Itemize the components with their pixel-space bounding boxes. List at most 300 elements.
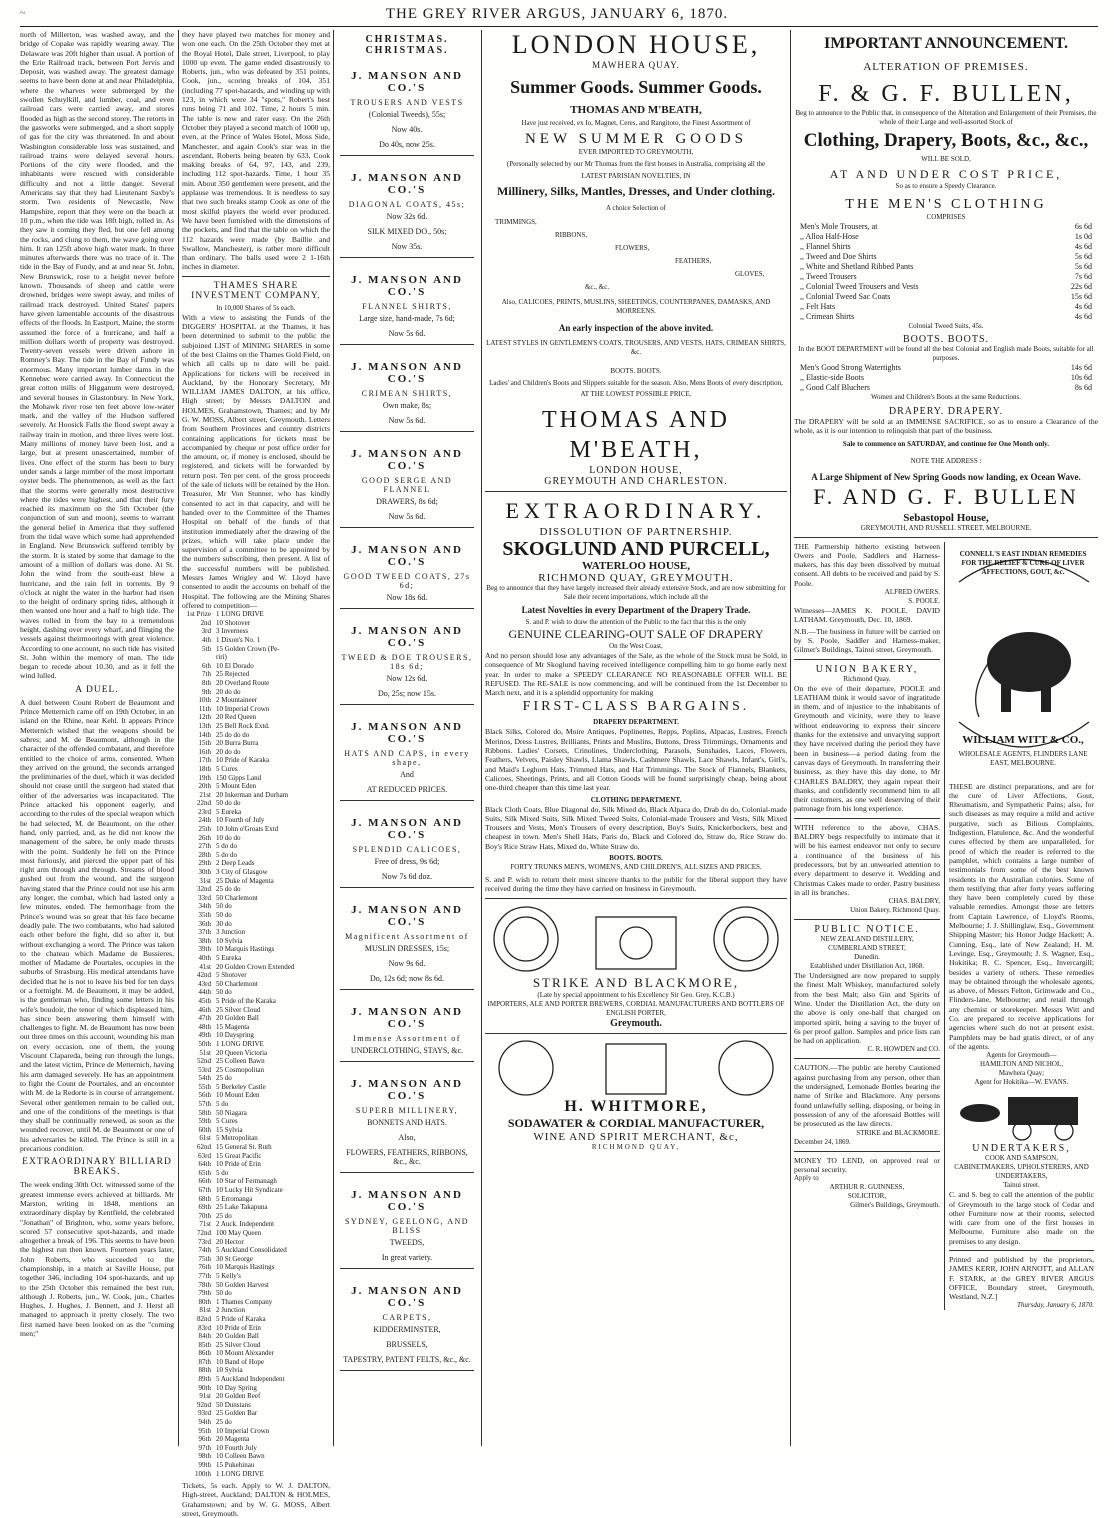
prize-row — [182, 1281, 330, 1290]
drapery-text: Black Silks, Colored do, Moire Antiques, Poplinettes, Repps, Poplins, Alpacas, Lustres, French Merinos, Dress Lustres, Brilliants, Prints and Muslins, Buttons, Dress Trimmings, Ornaments and Ribbons. Ladies' Corsets, Crinolines, Underclothing, Parasols, Sunshades, Laces, Flowers, Feathers, Velvets, Paisley Shawls, Llama Shawls, Cashmere Shawls, Lace Shawls, Infant's, Girl's, and Maid's Leghorn Hats, Trimmed Hats, and Hat Trimmings. The Stock of Flannels, Blankets, Calicoes, Sheetings, Prints, and all Cotton Goods will be found surprisingly cheap, being about one-third cheaper than this time last year. — [485, 727, 787, 793]
west-coast: On the West Coast, — [609, 642, 663, 650]
date-line: Thursday, January 6, 1870. — [1017, 1301, 1094, 1310]
prize-shares: 5 do do — [216, 850, 237, 859]
prize-shares: 20 Magenta — [216, 1435, 250, 1444]
prize-rank: 84th — [198, 1332, 211, 1341]
price-value: 6s 6d — [1074, 222, 1092, 231]
thames-notice: With a view to assisting the Funds of the DIGGERS' HOSPITAL at the Thames, it has been determined to submit to the public the subjoined LIST of MINING SHARES in some of the best Claims on the Thames Gold Field, on which all calls up to date will be paid. Applications for tickets will be received in Auckland, by the Honorary Secretary, Mr WILLIAM JAMES DALTON, at his office, High street; by Messrs DALTON and HOLMES, Grahamstown, Thames; and by Mr G. W. MOSS, Albert street, Greymouth. Letters from Southern Provinces and country districts containing applications for tickets must be accompanied by cheque or post office order for the amount, or, if money is enclosed, should be registered, and tickets will be forwarded by return post. Ten per cent. of the gross proceeds of the sale of tickets will be retained by the Hon. Treasurer, Mr Von Stunner, who has kindly consented to act in that capacity, and will be handed over to the Committee of the Thames Hospital on behalf of the funds of that institution immediately after the drawing of the prizes, which will take place under the supervision of a committee to be appointed by the numbers subscribing, then present. A list of the successful numbers will be published. Messrs James Wrigley and W. Lloyd have consented to audit the accounts on behalf of the Hospital. The following are the Mining Shares offered to competition— — [182, 312, 330, 610]
prize-row — [182, 627, 330, 636]
prize-rank: 40th — [198, 953, 211, 962]
column-divider — [333, 30, 334, 1446]
manson-ad — [337, 351, 477, 438]
prize-row — [182, 1074, 330, 1083]
price-item: ,, Tweed Trousers — [800, 272, 857, 281]
manson-price2: TAPESTRY, PATENT FELTS, &c., &c. — [343, 1355, 471, 1364]
prize-row — [182, 1461, 330, 1470]
prize-row — [182, 1427, 330, 1436]
prize-row — [182, 756, 330, 765]
manson-price1: Do, 25s; now 15s. — [377, 689, 436, 698]
new-shipment: A Large Shipment of New Spring Goods now landing, ex Ocean Wave. — [811, 471, 1081, 482]
elephant-leg — [1041, 682, 1051, 712]
prize-rank: 99th — [198, 1461, 211, 1469]
prize-rank: 53rd — [198, 1065, 211, 1074]
prize-rank: 87th — [198, 1357, 211, 1366]
left-notices — [794, 542, 944, 1311]
whitmore-illustration — [486, 1038, 786, 1098]
prize-shares: 10 Pride of Karaka — [216, 756, 270, 765]
prize-shares: 15 Sylvia — [216, 1125, 243, 1134]
prize-shares: 50 Charlemont — [216, 893, 258, 902]
prize-row — [182, 1263, 330, 1272]
boots-heading-bullen: BOOTS. BOOTS. — [902, 334, 990, 345]
prize-row — [182, 1212, 330, 1221]
prize-rank: 76th — [198, 1263, 211, 1272]
london-house-small: LONDON HOUSE, — [589, 465, 683, 476]
prize-shares: 20 Golden Reef — [216, 1392, 261, 1401]
prize-shares: 25 Bell Rock Extd. — [216, 721, 270, 730]
fgf-bullen: F. AND G. F. BULLEN — [813, 483, 1079, 509]
price-value: 22s 6d — [1070, 282, 1092, 291]
price-item: ,, Colonial Tweed Trousers and Vests — [800, 282, 919, 291]
prize-row — [182, 1289, 330, 1298]
public-notice: PUBLIC NOTICE. — [814, 924, 920, 936]
manson-firm: J. MANSON AND CO.'S — [351, 1078, 463, 1102]
prize-rank: 51st — [199, 1048, 211, 1057]
prize-shares: 25 Golden Bar — [216, 1409, 258, 1418]
important-announcement: IMPORTANT ANNOUNCEMENT. — [824, 35, 1068, 52]
prize-rank: 60th — [198, 1125, 211, 1134]
prize-shares: 5 Kelly's — [216, 1271, 241, 1280]
prize-row — [182, 1306, 330, 1315]
prize-shares: 2 Mountaineer — [216, 696, 258, 705]
trimmings: TRIMMINGS, — [495, 218, 537, 226]
manson-ad — [337, 264, 477, 351]
etc: &c., &c. — [585, 283, 610, 291]
prize-row — [182, 1160, 330, 1169]
prize-rank: 81st — [199, 1306, 211, 1315]
prize-rank: 93rd — [198, 1409, 211, 1418]
prize-rank: 77th — [198, 1271, 211, 1280]
prize-row — [182, 1341, 330, 1350]
prize-shares: 3 Junction — [216, 928, 245, 937]
manson-price1: Now 7s 6d doz. — [381, 872, 433, 881]
prize-shares: 20 Queen Victoria — [216, 1048, 268, 1057]
prize-shares: 5 Metropolitan — [216, 1134, 258, 1143]
prize-shares: 10 Imperial Crown — [216, 704, 270, 713]
prize-rank: 11th — [198, 704, 211, 713]
masthead-rule — [20, 26, 1098, 27]
prize-row — [182, 851, 330, 860]
greymouth: Greymouth. — [610, 1017, 662, 1029]
prize-row — [182, 928, 330, 937]
prize-row — [182, 1177, 330, 1186]
prize-shares: 10 Lucky Hit Syndicate — [216, 1186, 283, 1194]
column-divider — [481, 30, 482, 1446]
first-class-bargains: FIRST-CLASS BARGAINS. — [522, 699, 750, 715]
mawhera-quay: MAWHERA QUAY. — [592, 60, 680, 70]
prize-row — [182, 1238, 330, 1247]
distillery: NEW ZEALAND DISTILLERY, — [820, 935, 914, 944]
manson-price2: Now 35s. — [391, 242, 423, 251]
prize-rank: 32nd — [197, 885, 211, 894]
prize-row — [182, 1384, 330, 1393]
price-value: 1s 0d — [1074, 232, 1092, 241]
waterloo-house: WATERLOO HOUSE, — [582, 560, 690, 572]
prize-row — [182, 1418, 330, 1427]
prize-shares: 50 do — [216, 911, 232, 919]
prize-row — [182, 619, 330, 628]
boots-price-list — [794, 363, 1098, 393]
price-value: 7s 6d — [1074, 272, 1092, 281]
hamilton: HAMILTON AND NICHOL, — [979, 1060, 1064, 1069]
prize-rank: 61st — [199, 1134, 211, 1143]
divider — [340, 608, 474, 609]
prize-shares: 15 Magenta — [216, 1022, 250, 1031]
prize-shares: 3 Inverness — [216, 627, 249, 636]
manson-item: DIAGONAL COATS, 45s; — [348, 200, 466, 209]
prize-row — [182, 1332, 330, 1341]
price-row — [800, 302, 1092, 312]
prize-shares: 10 Fourth July — [216, 1443, 257, 1452]
prize-shares: 10 John o'Groats Extd — [216, 825, 279, 834]
thames-subheading: In 10,000 Shares of 5s each. — [216, 303, 296, 312]
price-item: ,, Tweed and Doe Shirts — [800, 252, 877, 261]
prize-rank: 85th — [198, 1340, 211, 1349]
prize-shares: 3 City of Glasgow — [216, 868, 268, 877]
distillery-text: The Undersigned are now prepared to supply the finest Malt Whiskey, manufactured solely from the best Malt; also Gin and Spirits of Wine. Under the Distillation Act, the duty on the above is only one-half that charged on imported spirit, being a saving to the buyer of 6s per proof gallon. Samples and price lists can be had on application. — [794, 971, 940, 1046]
manson-item: SYDNEY, GEELONG, AND BLISS — [344, 1217, 470, 1235]
thames-footer: Tickets, 5s each. Apply to W. J. DALTON, High-street, Auckland; DALTON & HOLMES, Grahamstown; and by W. G. MOSS, Albert street, Greymouth. — [182, 1481, 330, 1518]
prize-shares: 10 do do — [216, 833, 241, 842]
manson-item: GOOD SERGE AND FLANNEL — [361, 476, 453, 494]
prize-row — [182, 1470, 330, 1479]
manson-price1: Now 40s. — [391, 125, 423, 134]
price-row — [800, 292, 1092, 302]
manson-price1: Now 5s 6d. — [388, 512, 426, 521]
baldry-addr: Union Bakery, Richmond Quay. — [850, 906, 940, 915]
prize-rank: 79th — [198, 1289, 211, 1298]
prize-row — [182, 1375, 330, 1384]
prize-rank: 27th — [198, 842, 211, 851]
elephant-icon — [987, 632, 1071, 692]
manson-item: CARPETS, — [382, 1313, 432, 1322]
skoglund-purcell: SKOGLUND AND PURCELL, — [502, 538, 770, 560]
towns: GREYMOUTH AND CHARLESTON. — [544, 476, 728, 487]
manson-price1: Now 5s 6d. — [388, 416, 426, 425]
prize-shares: 5 do do — [216, 842, 237, 851]
london-house-title: LONDON HOUSE, — [511, 30, 761, 59]
divider — [340, 344, 474, 345]
s-poole: S. POOLE. — [908, 597, 940, 606]
prize-shares: 20 do do — [216, 747, 241, 756]
prize-shares: 10 Mount Alexander — [216, 1349, 274, 1358]
prize-row — [182, 1100, 330, 1109]
clothing-heading: CLOTHING DEPARTMENT. — [590, 795, 682, 804]
strike-blackmore: STRIKE AND BLACKMORE, — [532, 974, 740, 990]
christmas-heading: CHRISTMAS. CHRISTMAS. — [365, 34, 449, 56]
remedies-text: THESE are distinct preparations, and are for the cure of Liver Affections, Gout, Rheumatism, and Sympathetic Pains; also, for such diseases as may require a mild and active purgative, such as Bilious Complaints, Indigestion, Flatulence, &c. And the wonderful cures effected by them are unparalleled, for proof of which the reader is referred to the pamphlet, which contains a large number of testimonials from some of the best known residents in the Australian colonies. Some of them testifying that after forty years suffering they have been completely cured by these valuable remedies. Amongst these are letters from Captain Lawrence, of Lloyd's Rooms, Melbourne; J. J. Shillinglaw, Esq., Government Shipping Master; his Honor Judge Hackett; A. Cunning, Esq., late of New Zealand; H. M. Levinge, Esq., Greymouth; J. S. Wagner, Esq., Hokitika; R. C. Spencer, Esq., Invercargill; besides a variety of others. These remedies may be obtained through the wholesale agents, as above, of Messrs Felton, Grimwade and Co., Flinders-lane, Melbourne; and retail through any chemist or storekeeper. Messrs Witt and Co. are prepared to receive applications for agencies where such do not at present exist. Pamphlets may be had gratis direct, or of any of the agents. — [949, 781, 1094, 1051]
prize-row — [182, 1134, 330, 1143]
prize-row — [182, 1435, 330, 1444]
prize-shares: 10 Band of Hope — [216, 1357, 265, 1366]
prize-shares: 25 Rejected — [216, 670, 250, 679]
prize-rank: 36th — [198, 919, 211, 928]
prize-rank: 23rd — [198, 807, 211, 816]
prize-row — [182, 980, 330, 989]
sodawater: SODAWATER & CORDIAL MANUFACTURER, — [507, 1115, 765, 1130]
prize-rank: 5th — [202, 644, 211, 653]
column-thames — [182, 30, 330, 1518]
column-news — [20, 30, 174, 1446]
prize-rank: 21st — [199, 790, 211, 799]
medal-icon — [499, 1041, 553, 1095]
prize-shares: 20 Burra Burra — [216, 739, 259, 748]
manson-ad — [337, 894, 477, 996]
cost-price: AT AND UNDER COST PRICE, — [829, 167, 1063, 181]
prize-shares: 50 do — [216, 902, 232, 911]
prize-row — [182, 731, 330, 740]
richmond-quay: RICHMOND QUAY, GREYMOUTH. — [538, 572, 734, 584]
union-bakery: UNION BAKERY, — [815, 663, 919, 675]
prize-shares: 5 Berkeley Castle — [216, 1082, 266, 1091]
prize-rank: 67th — [198, 1186, 211, 1194]
manson-firm: J. MANSON AND CO.'S — [351, 1006, 463, 1030]
prize-shares: 10 Pride of Erin — [216, 1323, 261, 1332]
prize-row — [182, 937, 330, 946]
prize-row — [182, 816, 330, 825]
whitmore-medals — [485, 1038, 787, 1098]
divider — [485, 491, 787, 492]
prize-row — [182, 774, 330, 783]
witt-sub-text: WHOLESALE AGENTS, FLINDERS LANE EAST, MELBOURNE. — [958, 749, 1088, 767]
price-item: Men's Good Strong Watertights — [800, 363, 901, 372]
prize-row — [182, 963, 330, 972]
sebastopol-house: Sebastopol House, — [903, 511, 989, 524]
prize-row — [182, 679, 330, 688]
manson-item: HATS AND CAPS, in every shape, — [344, 749, 470, 767]
clothing-text: Black Cloth Coats, Blue Diagonal do, Silk Mixed do, Black Alpaca do, Drab do do, Colonial-made Suits, Silk Mixed Suits, Silk Mixed Tweed Suits, Colonial-made Trousers and Vests, Silk Mixed Trousers and Vests, Men's Trousers of every description, Boy's Suits, Knickerbockers, best and cheapest in town. Men's Shell Hats, Paris do, Black and Colored do, Straw do, Rice Straw do. Boy's Rice Straw Hats, Mixed do, White Straw do. — [485, 804, 787, 851]
prize-shares: 20 do do — [216, 687, 241, 696]
prize-shares: 30 do — [216, 919, 232, 928]
caution-text: CAUTION.—The public are hereby Cautioned against purchasing from any person, other than the undersigned, Lemonade Bottles bearing the name of Strike and Blackmore. Any persons found unlawfully selling, disposing, or being in possession of any of the aforesaid Bottles will be prosecuted as the law directs. — [794, 1063, 940, 1129]
prize-row — [182, 1349, 330, 1358]
price-row — [800, 363, 1092, 373]
prize-row — [182, 748, 330, 757]
medal-inner — [724, 917, 768, 961]
prize-row — [182, 1066, 330, 1075]
manson-item: SUPERB MILLINERY, — [355, 1106, 459, 1115]
apply-to: Apply to — [794, 1174, 819, 1183]
prize-rank: 72nd — [197, 1228, 211, 1237]
divider — [794, 659, 940, 660]
prize-shares: 5 Pride of Karaka — [216, 1314, 266, 1323]
prize-rank: 45th — [198, 996, 211, 1005]
divider — [949, 1250, 1094, 1251]
manson-sub: MUSLIN DRESSES, 15s; — [364, 944, 450, 953]
prize-row — [182, 1315, 330, 1324]
prize-rank: 96th — [198, 1435, 211, 1444]
manson-price1: In great variety. — [381, 1253, 433, 1262]
prize-rank: 50th — [198, 1039, 211, 1048]
prize-rank: 38th — [198, 936, 211, 945]
manson-firm: J. MANSON AND CO.'S — [351, 1189, 463, 1213]
bullen-beg: Beg to announce to the Public that, in consequence of the Alteration and Enlargement of their Premises, the whole of their Large and well-assorted Stock of — [795, 109, 1097, 126]
prize-row — [182, 670, 330, 679]
women-boots: Women and Children's Boots at the same Reductions. — [870, 393, 1021, 401]
divider — [794, 1151, 940, 1152]
prize-rank: 41st — [199, 962, 211, 971]
divider — [794, 1058, 940, 1059]
price-row — [800, 232, 1092, 242]
prize-row — [182, 1014, 330, 1023]
prize-row — [182, 722, 330, 731]
prize-shares: 20 Overland Route — [216, 678, 270, 687]
undertakers: UNDERTAKERS, — [972, 1143, 1071, 1155]
manson-item: FLANNEL SHIRTS, — [362, 302, 452, 311]
column-divider — [790, 30, 791, 1446]
divider — [182, 276, 330, 277]
styles-text: LATEST STYLES IN GENTLEMEN'S COATS, TROUSERS, AND VESTS, HATS, CRIMEAN SHIRTS, &c. — [486, 339, 786, 356]
prize-row — [182, 868, 330, 877]
prize-rank: 46th — [198, 1005, 211, 1014]
agents: Agents for Greymouth— — [986, 1051, 1057, 1060]
prize-rank: 95th — [198, 1426, 211, 1435]
prize-shares: 50 do — [216, 1289, 232, 1298]
price-value: 4s 6d — [1074, 242, 1092, 251]
divider — [794, 818, 940, 819]
prize-row — [182, 688, 330, 697]
boots-text: Ladies' and Children's Boots and Slippers suitable for the season. Also, Mens Boots of every description, — [489, 379, 783, 387]
prize-rank: 88th — [198, 1366, 211, 1375]
prize-row — [182, 1169, 330, 1178]
divider — [340, 1172, 474, 1173]
boots-intro: In the BOOT DEPARTMENT will be found all the best Colonial and English made Boots, suitable for all purposes. — [798, 345, 1094, 362]
prize-rank: 94th — [198, 1418, 211, 1427]
prize-shares: 15 Pukehinau — [216, 1461, 255, 1469]
prize-rank: 54th — [198, 1074, 211, 1083]
divider — [485, 1033, 787, 1034]
prize-rank: 89th — [198, 1375, 211, 1384]
prize-row — [182, 954, 330, 963]
printed-by: Printed and published by the proprietors, JAMES KERR, JOHN ARNOTT, and ALLAN F. STARK, at the GREY RIVER ARGUS OFFICE, Boundary street, Greymouth, Westland, N.Z.] — [949, 1254, 1094, 1302]
prize-row — [182, 1229, 330, 1238]
divider — [340, 257, 474, 258]
medal-icon — [719, 1041, 773, 1095]
manson-item: TWEED & DOE TROUSERS, 18s 6d; — [341, 653, 473, 671]
prize-row — [182, 782, 330, 791]
prize-rank: 66th — [198, 1177, 211, 1186]
strike-desc: IMPORTERS, ALE AND PORTER BREWERS, CORDIAL MANUFACTURERS AND BOTTLERS OF ENGLISH PORTER, — [487, 999, 785, 1017]
divider — [340, 155, 474, 156]
prize-shares: 10 Pride of Erin — [216, 1160, 261, 1169]
prize-row — [182, 1083, 330, 1092]
price-value: 8s 6d — [1074, 383, 1092, 392]
prize-shares: 50 Charlemont — [216, 979, 258, 988]
prize-row — [182, 1203, 330, 1212]
prize-rank: 14th — [198, 730, 211, 739]
prize-row — [182, 1117, 330, 1126]
medal-inner — [504, 917, 548, 961]
prize-rank: 35th — [198, 911, 211, 919]
manson-ad — [337, 996, 477, 1068]
elephant-illustration — [949, 542, 1095, 782]
prize-shares: 25 Lake Takapuna — [216, 1203, 268, 1212]
prize-rank: 33rd — [198, 893, 211, 902]
manson-firm: J. MANSON AND CO.'S — [351, 274, 463, 298]
prize-rank: 80th — [198, 1297, 211, 1306]
prize-rank: 24th — [198, 816, 211, 825]
machinery-icon — [596, 917, 676, 969]
prize-row — [182, 1006, 330, 1015]
prize-shares: 5 Cures — [216, 1117, 238, 1126]
manson-sub: And — [400, 770, 414, 779]
manson-firm: J. MANSON AND CO.'S — [351, 448, 463, 472]
prize-row — [182, 1255, 330, 1264]
prize-shares: 20 Red Queen — [216, 713, 257, 722]
price-row — [800, 383, 1092, 393]
prize-shares: 1 LONG DRIVE — [216, 1469, 264, 1478]
manson-item: CRIMEAN SHIRTS, — [361, 389, 453, 398]
prize-rank: 92nd — [197, 1400, 211, 1409]
price-value: 5s 6d — [1074, 252, 1092, 261]
prize-shares: 50 Dunstans — [216, 1400, 251, 1409]
prize-row — [182, 834, 330, 843]
prize-rank: 86th — [198, 1349, 211, 1358]
note-address: NOTE THE ADDRESS : — [910, 456, 982, 465]
divider — [340, 989, 474, 990]
prize-row — [182, 1409, 330, 1418]
manson-ad — [337, 1275, 477, 1377]
prize-shares: 5 Eureka — [216, 953, 242, 962]
price-row — [800, 242, 1092, 252]
ribbons: RIBBONS, — [555, 231, 588, 239]
prize-row — [182, 1057, 330, 1066]
prize-rank: 47th — [198, 1014, 211, 1023]
prize-shares: 10 Imperial Crown — [216, 1426, 270, 1435]
prize-rank: 75th — [198, 1254, 211, 1263]
prize-shares: 10 Fourth of July — [216, 816, 265, 825]
forty-trunks: FORTY TRUNKS MEN'S, WOMEN'S, AND CHILDREN'S, ALL SIZES AND PRICES. — [510, 863, 762, 872]
prize-shares: 5 Mount Eden — [216, 782, 257, 791]
drapery-heading-bullen: DRAPERY. DRAPERY. — [888, 406, 1004, 417]
choice-text: A choice Selection of — [605, 204, 667, 212]
prize-shares: 10 Marquis Hastings — [216, 945, 275, 954]
column-manson — [337, 30, 477, 1446]
prize-row — [182, 1152, 330, 1161]
prize-row — [182, 945, 330, 954]
hokitika: Agent for Hokitika—W. EVANS. — [974, 1078, 1069, 1087]
manson-ads — [337, 60, 477, 1377]
prize-row — [182, 645, 330, 654]
prize-rank — [182, 653, 216, 662]
price-item: ,, Elastic-side Boots — [800, 373, 864, 382]
prize-row — [182, 1324, 330, 1333]
prize-shares: 5 Shotover — [216, 971, 247, 980]
manson-firm: J. MANSON AND CO.'S — [351, 817, 463, 841]
price-row — [800, 262, 1092, 272]
prize-rank: 70th — [198, 1211, 211, 1220]
prize-row — [182, 859, 330, 868]
prize-shares: 20 Hector — [216, 1237, 244, 1246]
prize-shares: 25 do — [216, 1211, 232, 1220]
prize-shares: 20 Golden Crown Extended — [216, 962, 295, 971]
manson-firm: J. MANSON AND CO.'S — [351, 544, 463, 568]
manson-ad — [337, 534, 477, 615]
manson-sub: TWEEDS, — [389, 1238, 425, 1247]
prize-row — [182, 877, 330, 886]
union-text: On the eve of their departure, POOLE and LEATHAM think it would savor of ingratitude in them, and of injustice to the inhabitants of Greymouth and vicinity, were they to leave without endeavoring to express their sincere thanks for the extensive and unvarying support they have received during the period they have been in business—a period dating from the canvas days of Greymouth. In transferring their business, as they have this day done, to Mr CHARLES BALDRY, they again repeat their thanks, and confidently recommend him to all their customers, as one well deserving of their patronage from his long experience. — [794, 683, 940, 814]
horse-icon — [960, 1104, 1000, 1122]
